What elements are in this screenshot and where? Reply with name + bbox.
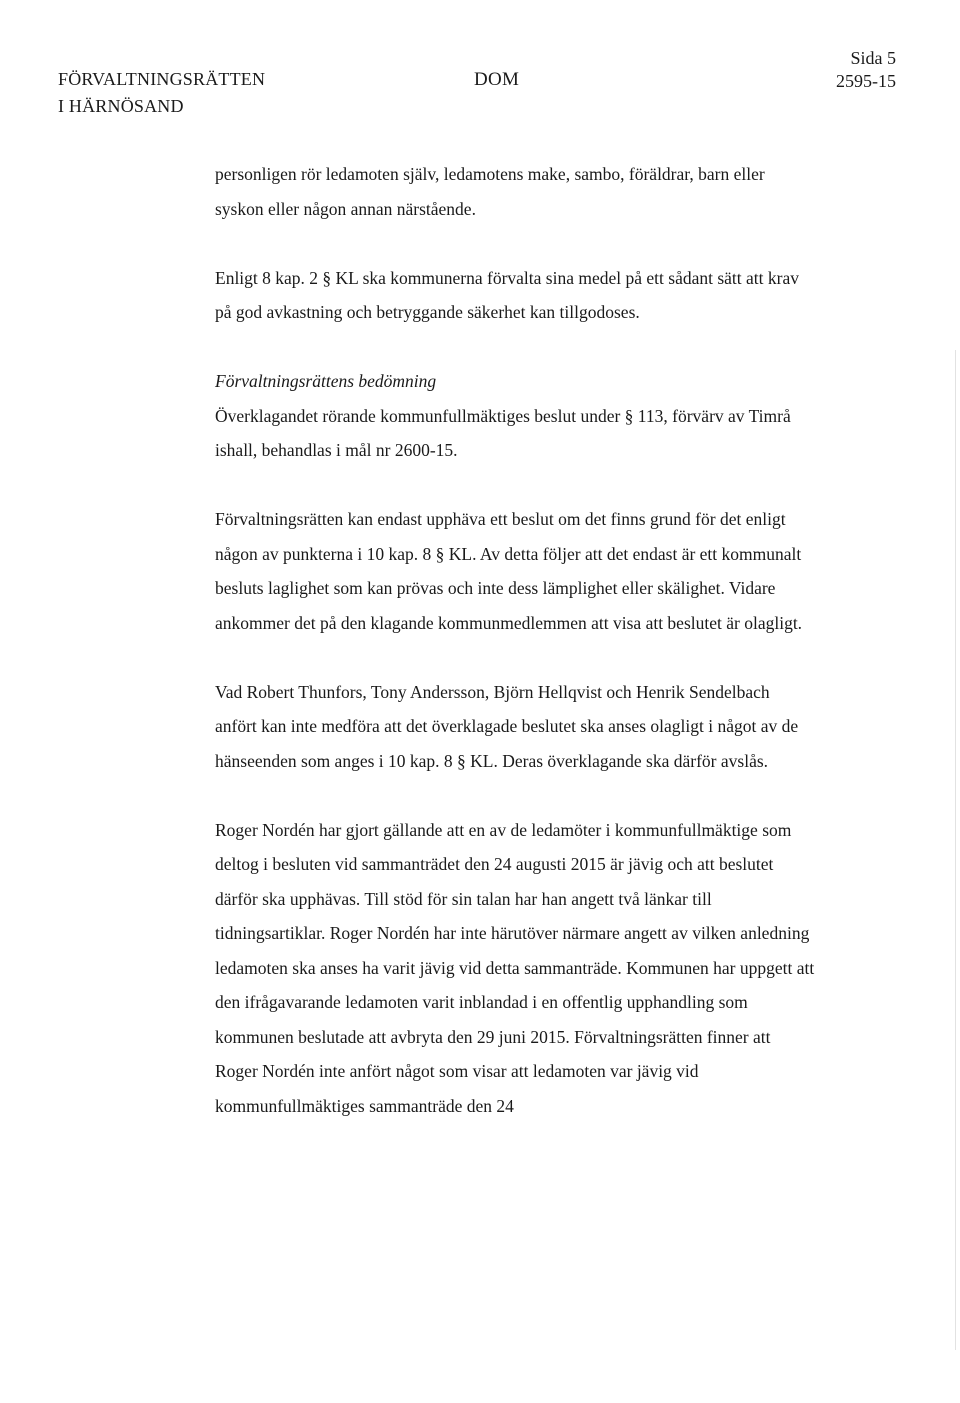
paragraph-continuation: personligen rör ledamoten själv, ledamotens make, sambo, föräldrar, barn eller syskon eller någon annan närstående. xyxy=(215,164,765,219)
case-number: 2595-15 xyxy=(836,71,896,91)
page-meta xyxy=(836,47,896,93)
paragraph-appeal-ishall: Överklagandet rörande kommunfullmäktiges beslut under § 113, förvärv av Timrå ishall, behandlas i mål nr 2600-15. xyxy=(215,405,791,460)
paragraph-appeal-rejected: Vad Robert Thunfors, Tony Andersson, Björn Hellqvist och Henrik Sendelbach anfört kan inte medföra att det överklagade beslutet ska anses olagligt i något av de hänseenden som anges i 10 kap. 8 § KL. Deras överklagande ska därför avslås. xyxy=(215,681,799,771)
assessment-section xyxy=(215,364,815,468)
scan-edge-line xyxy=(955,350,956,1350)
paragraph-legal-scope: Förvaltningsrätten kan endast upphäva ett beslut om det finns grund för det enligt någon av punkterna i 10 kap. 8 § KL. Av detta följer att det endast är ett kommunalt besluts laglighet som kan prövas och inte dess lämplighet eller skälighet. Vidare ankommer det på den klagande kommunmedlemmen att visa att beslutet är olagligt. xyxy=(215,509,803,633)
court-name-line1: FÖRVALTNINGSRÄTTEN xyxy=(58,69,266,89)
court-name-line2: I HÄRNÖSAND xyxy=(58,96,184,116)
page-header xyxy=(58,48,896,126)
document-body xyxy=(215,157,815,1123)
court-name xyxy=(58,66,265,120)
paragraph-bias-claim: Roger Nordén har gjort gällande att en av de ledamöter i kommunfullmäktige som deltog i besluten vid sammanträdet den 24 augusti 2015 är jävig och att beslutet därför ska upphävas. Till stöd för sin talan har han angett två länkar till tidningsartiklar. Roger Nordén har inte härutöver närmare angett av vilken anledning ledamoten ska anses ha varit jävig vid detta sammanträde. Kommunen har uppgett att den ifrågavarande ledamoten varit inblandad i en offentlig upphandling som kommunen beslutade att avbryta den 29 juni 2015. Förvaltningsrätten finner att Roger Nordén inte anfört något som visar att ledamoten var jävig vid kommunfullmäktiges sammanträde den 24 xyxy=(215,819,815,1116)
page-number: Sida 5 xyxy=(850,48,896,68)
section-heading: Förvaltningsrättens bedömning xyxy=(215,371,437,391)
paragraph-kl-8-kap: Enligt 8 kap. 2 § KL ska kommunerna förvalta sina medel på ett sådant sätt att krav på god avkastning och betryggande säkerhet kan tillgodoses. xyxy=(215,267,799,322)
document-type: DOM xyxy=(474,69,520,90)
